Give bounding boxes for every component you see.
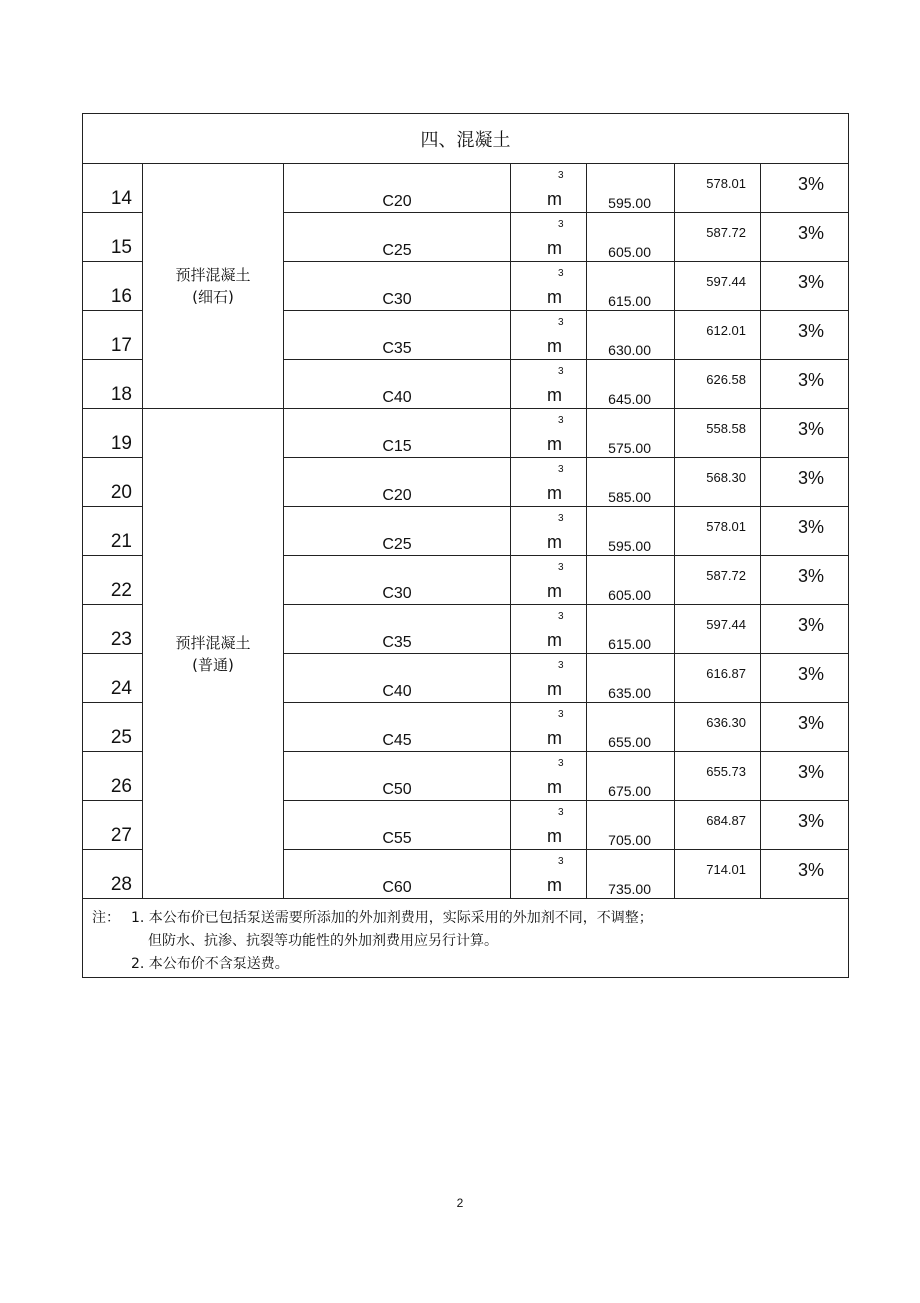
table-row xyxy=(83,164,849,213)
row-number: 25 xyxy=(83,703,143,752)
percent-cell: 3% xyxy=(761,605,849,654)
reference-price-cell: 558.58 xyxy=(675,409,761,458)
reference-price-cell: 578.01 xyxy=(675,507,761,556)
percent-cell: 3% xyxy=(761,164,849,213)
price-cell: 735.00 xyxy=(587,850,675,899)
unit-cell: 3 m xyxy=(511,458,587,507)
unit-cell: 3 m xyxy=(511,164,587,213)
reference-price-cell: 714.01 xyxy=(675,850,761,899)
percent-cell: 3% xyxy=(761,311,849,360)
row-number: 24 xyxy=(83,654,143,703)
table-row xyxy=(83,409,849,458)
unit-cell: 3 m xyxy=(511,262,587,311)
unit-cell: 3 m xyxy=(511,311,587,360)
percent-cell: 3% xyxy=(761,360,849,409)
reference-price-cell: 616.87 xyxy=(675,654,761,703)
grade-cell: C25 xyxy=(284,507,511,556)
price-cell: 605.00 xyxy=(587,213,675,262)
grade-cell: C50 xyxy=(284,752,511,801)
row-number: 28 xyxy=(83,850,143,899)
price-cell: 635.00 xyxy=(587,654,675,703)
percent-cell: 3% xyxy=(761,507,849,556)
grade-cell: C30 xyxy=(284,556,511,605)
percent-cell: 3% xyxy=(761,654,849,703)
unit-cell: 3 m xyxy=(511,654,587,703)
reference-price-cell: 597.44 xyxy=(675,605,761,654)
category-cell: 预拌混凝土 (普通) xyxy=(143,409,284,899)
percent-cell: 3% xyxy=(761,850,849,899)
row-number: 26 xyxy=(83,752,143,801)
percent-cell: 3% xyxy=(761,213,849,262)
unit-cell: 3 m xyxy=(511,507,587,556)
category-cell: 预拌混凝土 (细石) xyxy=(143,164,284,409)
price-cell: 595.00 xyxy=(587,507,675,556)
note-1-cont: 但防水、抗渗、抗裂等功能性的外加剂费用应另行计算。 xyxy=(148,933,498,949)
grade-cell: C35 xyxy=(284,605,511,654)
price-cell: 605.00 xyxy=(587,556,675,605)
note-2: 2. 本公布价不含泵送费。 xyxy=(131,956,289,972)
notes-row xyxy=(83,899,849,978)
row-number: 21 xyxy=(83,507,143,556)
row-number: 20 xyxy=(83,458,143,507)
grade-cell: C20 xyxy=(284,164,511,213)
percent-cell: 3% xyxy=(761,262,849,311)
grade-cell: C25 xyxy=(284,213,511,262)
row-number: 16 xyxy=(83,262,143,311)
price-cell: 705.00 xyxy=(587,801,675,850)
notes-cell xyxy=(83,899,849,978)
unit-cell: 3 m xyxy=(511,752,587,801)
reference-price-cell: 636.30 xyxy=(675,703,761,752)
row-number: 27 xyxy=(83,801,143,850)
reference-price-cell: 578.01 xyxy=(675,164,761,213)
reference-price-cell: 626.58 xyxy=(675,360,761,409)
reference-price-cell: 587.72 xyxy=(675,556,761,605)
unit-cell: 3 m xyxy=(511,850,587,899)
grade-cell: C15 xyxy=(284,409,511,458)
unit-cell: 3 m xyxy=(511,605,587,654)
price-cell: 585.00 xyxy=(587,458,675,507)
price-cell: 615.00 xyxy=(587,605,675,654)
row-number: 15 xyxy=(83,213,143,262)
percent-cell: 3% xyxy=(761,703,849,752)
percent-cell: 3% xyxy=(761,458,849,507)
unit-cell: 3 m xyxy=(511,556,587,605)
row-number: 19 xyxy=(83,409,143,458)
price-cell: 675.00 xyxy=(587,752,675,801)
grade-cell: C30 xyxy=(284,262,511,311)
grade-cell: C60 xyxy=(284,850,511,899)
section-title: 四、混凝土 xyxy=(83,114,849,164)
row-number: 22 xyxy=(83,556,143,605)
reference-price-cell: 684.87 xyxy=(675,801,761,850)
notes-prefix: 注： xyxy=(92,910,120,926)
note-1: 1. 本公布价已包括泵送需要所添加的外加剂费用，实际采用的外加剂不同，不调整； xyxy=(131,910,653,926)
reference-price-cell: 597.44 xyxy=(675,262,761,311)
price-cell: 655.00 xyxy=(587,703,675,752)
reference-price-cell: 655.73 xyxy=(675,752,761,801)
percent-cell: 3% xyxy=(761,801,849,850)
unit-cell: 3 m xyxy=(511,703,587,752)
grade-cell: C45 xyxy=(284,703,511,752)
price-cell: 595.00 xyxy=(587,164,675,213)
unit-cell: 3 m xyxy=(511,409,587,458)
grade-cell: C40 xyxy=(284,360,511,409)
row-number: 18 xyxy=(83,360,143,409)
grade-cell: C55 xyxy=(284,801,511,850)
grade-cell: C35 xyxy=(284,311,511,360)
page-number: 2 xyxy=(456,1196,464,1210)
unit-cell: 3 m xyxy=(511,213,587,262)
unit-cell: 3 m xyxy=(511,801,587,850)
percent-cell: 3% xyxy=(761,752,849,801)
grade-cell: C40 xyxy=(284,654,511,703)
row-number: 23 xyxy=(83,605,143,654)
percent-cell: 3% xyxy=(761,556,849,605)
percent-cell: 3% xyxy=(761,409,849,458)
price-cell: 575.00 xyxy=(587,409,675,458)
reference-price-cell: 587.72 xyxy=(675,213,761,262)
reference-price-cell: 568.30 xyxy=(675,458,761,507)
price-cell: 645.00 xyxy=(587,360,675,409)
unit-cell: 3 m xyxy=(511,360,587,409)
concrete-price-table xyxy=(82,113,849,978)
row-number: 14 xyxy=(83,164,143,213)
reference-price-cell: 612.01 xyxy=(675,311,761,360)
price-cell: 615.00 xyxy=(587,262,675,311)
row-number: 17 xyxy=(83,311,143,360)
price-cell: 630.00 xyxy=(587,311,675,360)
grade-cell: C20 xyxy=(284,458,511,507)
